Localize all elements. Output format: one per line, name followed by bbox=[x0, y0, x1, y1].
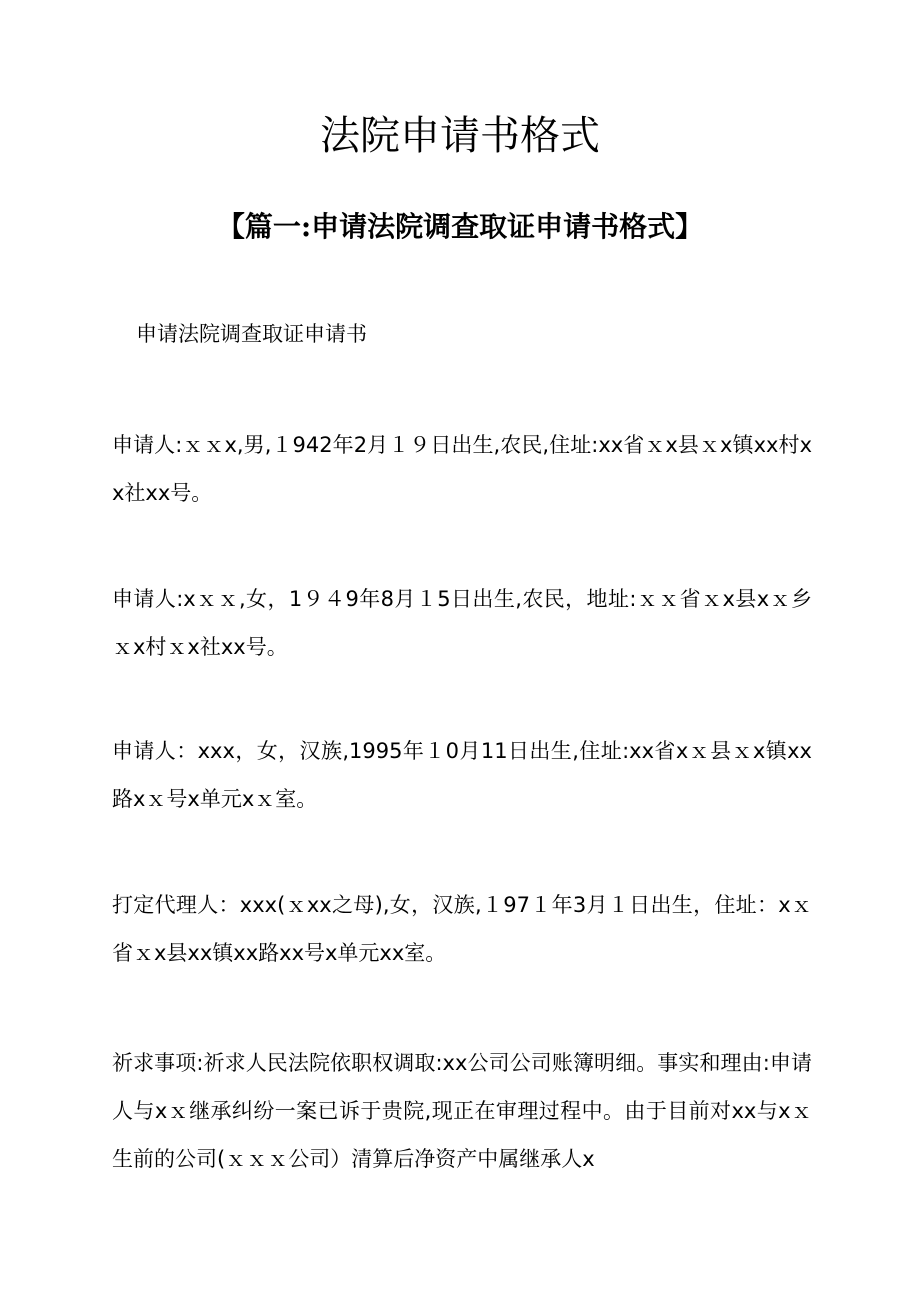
applicant-paragraph-3: 申请人：xxx，女，汉族,1995年１0月11日出生,住址:xx省xｘ县ｘx镇xx路xｘ号x单元xｘ室。 bbox=[112, 739, 812, 811]
application-heading: 申请法院调查取证申请书 bbox=[136, 322, 367, 346]
applicant-paragraph-1: 申请人:ｘｘx,男,１942年2月１９日出生,农民,住址:xx省ｘx县ｘx镇xx村xx社xx号。 bbox=[112, 433, 812, 505]
agent-paragraph: 打定代理人：xxx(ｘxx之母),女，汉族,１97１年3月１日出生，住址：xｘ省ｘx县xx镇xx路xx号x单元xx室。 bbox=[112, 893, 812, 965]
document-title: 法院申请书格式 bbox=[320, 113, 600, 159]
request-paragraph: 祈求事项:祈求人民法院依职权调取:xx公司公司账簿明细。事实和理由:申请人与xｘ继承纠纷一案已诉于贵院,现正在审理过程中。由于目前对xx与xｘ生前的公司(ｘｘｘ公司）清算后净资产中属继承人x bbox=[112, 1051, 812, 1171]
section-subtitle: 【篇一:申请法院调查取证申请书格式】 bbox=[216, 210, 704, 243]
applicant-paragraph-2: 申请人:xｘｘ,女，1９４9年8月１5日出生,农民，地址:ｘｘ省ｘx县xｘ乡ｘx村ｘx社xx号。 bbox=[112, 587, 812, 659]
